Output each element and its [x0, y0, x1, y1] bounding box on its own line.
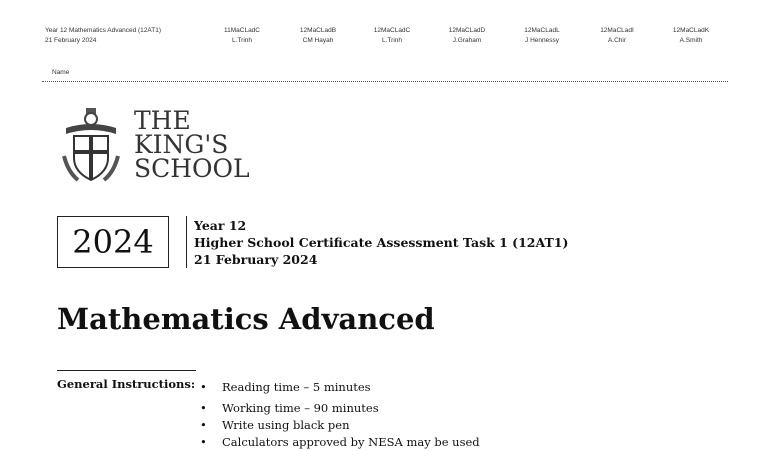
header-line2: 21 February 2024 — [45, 37, 97, 44]
class-column — [212, 26, 272, 46]
class-teacher: J.Graham — [452, 37, 482, 44]
class-teacher: CM Hayah — [302, 37, 334, 44]
school-name — [134, 106, 250, 183]
instruction-text: Write using black pen — [222, 418, 350, 432]
class-code: 12MaCLadD — [448, 27, 486, 34]
name-line — [42, 81, 728, 82]
bullet-icon: • — [200, 401, 207, 415]
instruction-text: Calculators approved by NESA may be used — [222, 435, 480, 449]
year-box: 2024 — [57, 216, 169, 268]
class-code: 12MaCLadK — [672, 27, 710, 34]
instruction-text: Working time – 90 minutes — [222, 401, 379, 415]
name-label: Name — [52, 69, 70, 76]
instruction-text: Reading time – 5 minutes — [222, 380, 371, 394]
class-column — [288, 26, 348, 46]
header-exam-info — [45, 26, 161, 46]
list-item — [200, 400, 480, 417]
school-logo — [62, 106, 250, 184]
task-info — [194, 217, 568, 268]
class-code: 12MaCLadB — [299, 27, 337, 34]
bullet-icon: • — [200, 380, 207, 394]
bullet-icon: • — [200, 435, 207, 449]
logo-line3: SCHOOL — [134, 154, 250, 183]
class-column — [587, 26, 647, 46]
instructions-label: General Instructions: — [57, 377, 196, 391]
divider — [57, 370, 196, 371]
class-code: 12MaCLadC — [373, 27, 411, 34]
list-item — [200, 377, 480, 397]
class-column — [512, 26, 572, 46]
page-title: Mathematics Advanced — [57, 302, 435, 336]
header-line1: Year 12 Mathematics Advanced (12AT1) — [45, 27, 161, 34]
class-teacher: L.Trinh — [232, 37, 252, 44]
class-code: 12MaCLadL — [524, 27, 560, 34]
class-column — [661, 26, 721, 46]
list-item — [200, 434, 480, 451]
logo-line2: KING'S — [134, 130, 229, 159]
task-year: Year 12 — [194, 218, 247, 233]
class-teacher: J Hennessy — [525, 37, 559, 44]
logo-line1: THE — [134, 106, 191, 135]
list-item — [200, 417, 480, 434]
task-date: 21 February 2024 — [194, 252, 318, 267]
divider — [186, 216, 187, 268]
task-name: Higher School Certificate Assessment Task 1 (12AT1) — [194, 235, 569, 250]
class-teacher: L.Trinh — [382, 37, 402, 44]
crest-icon — [62, 106, 120, 184]
class-code: 12MaCLadI — [600, 27, 634, 34]
class-column — [437, 26, 497, 46]
instructions-list — [200, 377, 480, 451]
class-teacher: A.Chir — [607, 37, 627, 44]
bullet-icon: • — [200, 418, 207, 432]
class-code: 11MaCLadC — [223, 27, 260, 34]
class-teacher: A.Smith — [679, 37, 703, 44]
class-column — [362, 26, 422, 46]
